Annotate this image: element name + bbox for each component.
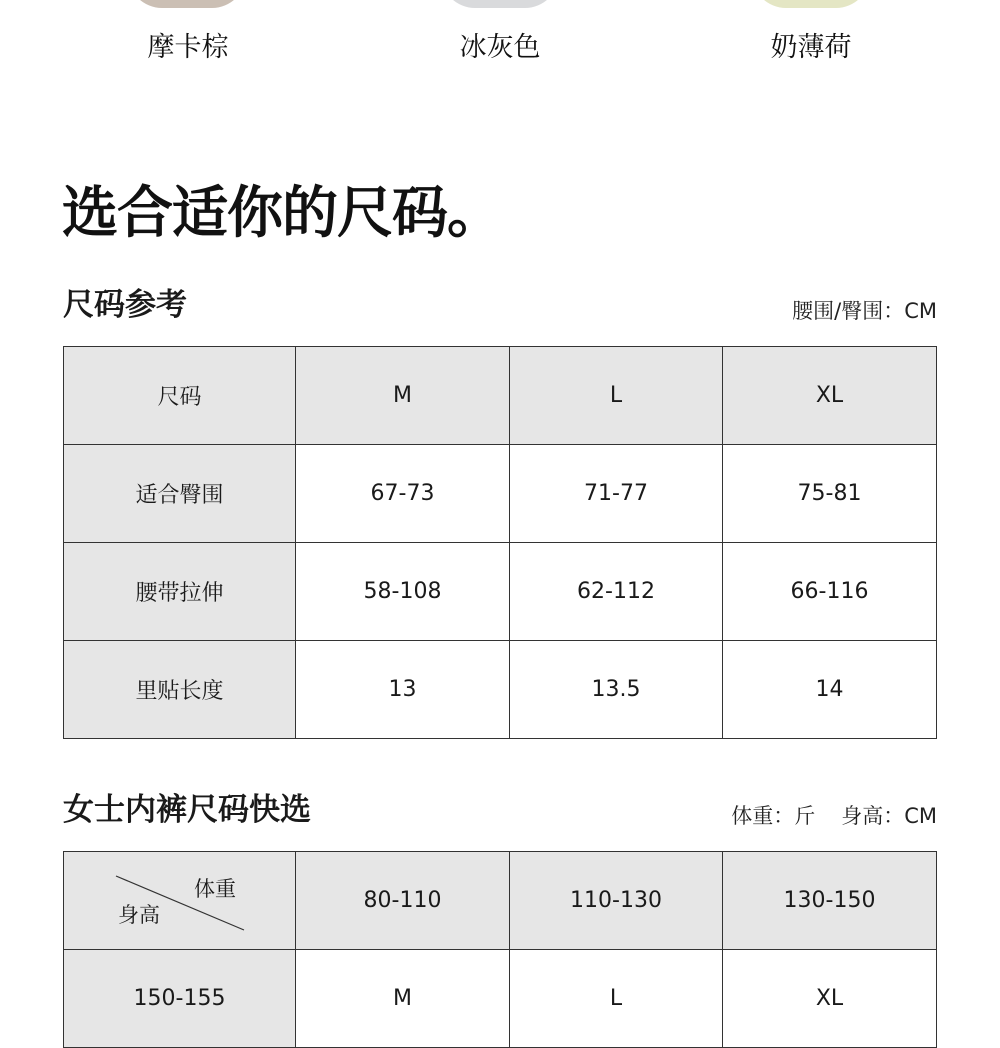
row-label-lining: 里贴长度 — [64, 641, 296, 739]
swatch-label-mocha: 摩卡棕 — [147, 32, 229, 63]
table-cell: 14 — [723, 641, 937, 739]
table-cell: 13 — [296, 641, 510, 739]
size-reference-title: 尺码参考 — [63, 287, 187, 323]
header-cell-weight-range: 110-130 — [510, 852, 723, 950]
header-cell-xl: XL — [723, 347, 937, 445]
page-headline: 选合适你的尺码。 — [62, 181, 502, 246]
corner-cell — [64, 852, 296, 950]
header-cell-weight-range: 130-150 — [723, 852, 937, 950]
corner-label-height: 身高 — [118, 903, 160, 927]
table-cell: M — [296, 950, 510, 1048]
swatch-milk-mint[interactable] — [752, 0, 870, 8]
table-cell: 71-77 — [510, 445, 723, 543]
swatch-ice-gray[interactable] — [441, 0, 559, 8]
table-cell: 75-81 — [723, 445, 937, 543]
header-cell-size: 尺码 — [64, 347, 296, 445]
table-cell: 58-108 — [296, 543, 510, 641]
table-header-row — [64, 852, 937, 950]
table-cell: XL — [723, 950, 937, 1048]
swatch-mocha[interactable] — [128, 0, 246, 8]
swatch-label-ice-gray: 冰灰色 — [459, 32, 541, 63]
table-row — [64, 641, 937, 739]
table-header-row — [64, 347, 937, 445]
unit-height: 身高：CM — [841, 804, 937, 828]
table-row — [64, 543, 937, 641]
header-cell-weight-range: 80-110 — [296, 852, 510, 950]
size-reference-table — [63, 346, 937, 739]
header-cell-m: M — [296, 347, 510, 445]
quick-select-table — [63, 851, 937, 1048]
table-cell: 67-73 — [296, 445, 510, 543]
quick-select-unit-note — [731, 801, 937, 831]
row-label-hip: 适合臀围 — [64, 445, 296, 543]
diagonal-divider — [64, 852, 296, 949]
quick-select-title: 女士内裤尺码快选 — [63, 792, 311, 828]
table-cell: L — [510, 950, 723, 1048]
table-row — [64, 445, 937, 543]
row-label-waistband: 腰带拉伸 — [64, 543, 296, 641]
size-reference-unit-note: 腰围/臀围：CM — [792, 299, 937, 323]
table-cell: 66-116 — [723, 543, 937, 641]
table-row — [64, 950, 937, 1048]
header-cell-l: L — [510, 347, 723, 445]
swatch-label-milk-mint: 奶薄荷 — [770, 32, 852, 63]
unit-weight: 体重：斤 — [731, 804, 816, 828]
table-cell: 13.5 — [510, 641, 723, 739]
row-label-height-range: 150-155 — [64, 950, 296, 1048]
table-cell: 62-112 — [510, 543, 723, 641]
corner-label-weight: 体重 — [194, 877, 236, 901]
